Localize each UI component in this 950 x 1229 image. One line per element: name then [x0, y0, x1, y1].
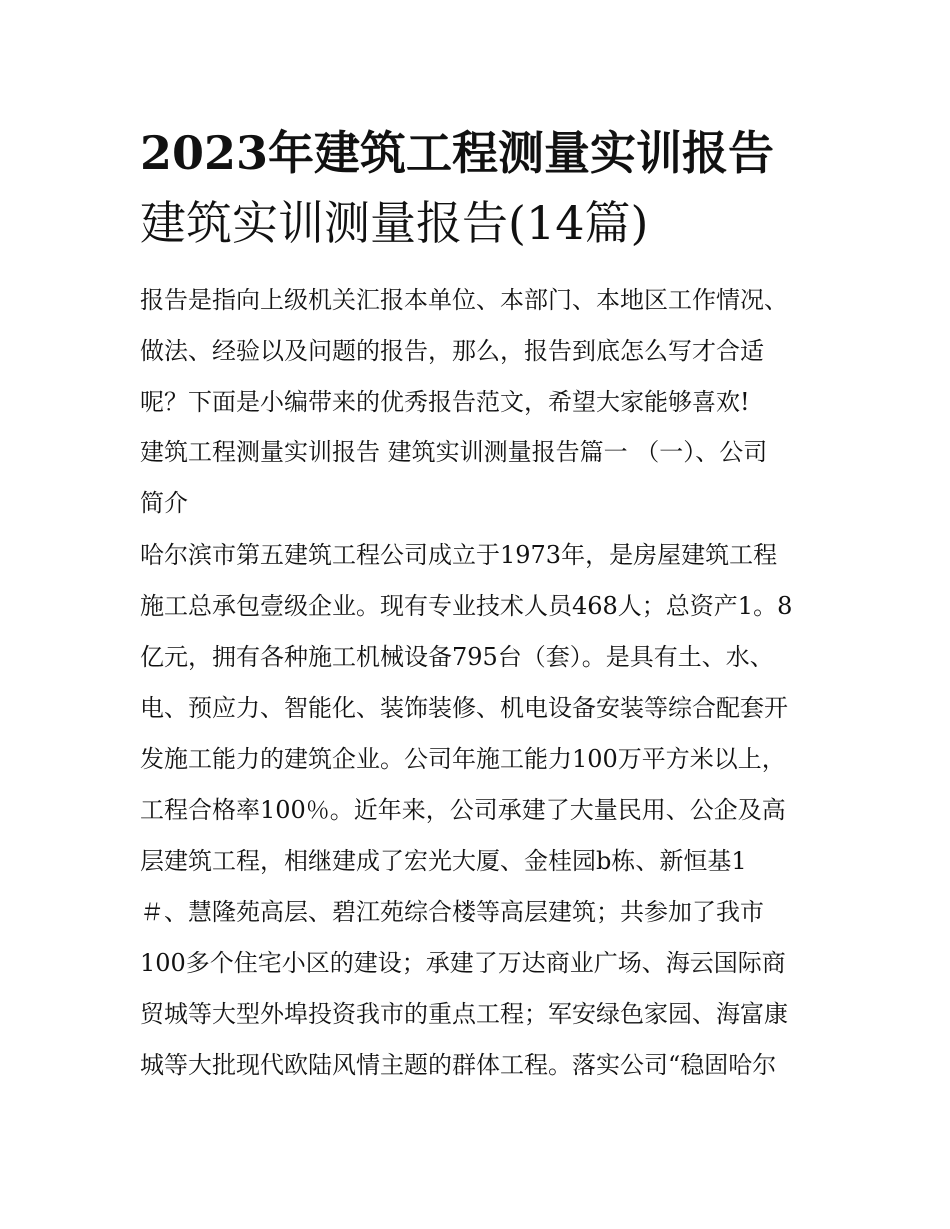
- section-heading: [140, 427, 820, 529]
- text-line: 施工总承包壹级企业。现有专业技术人员468人；总资产1。8: [140, 592, 793, 620]
- text-line: 简介: [140, 489, 188, 517]
- text-line: 100多个住宅小区的建设；承建了万达商业广场、海云国际商: [140, 949, 786, 977]
- text-line: 发施工能力的建筑企业。公司年施工能力100万平方米以上，: [140, 745, 786, 773]
- intro-paragraph: [140, 275, 820, 428]
- text-line: 城等大批现代欧陆风情主题的群体工程。落实公司“稳固哈尔: [140, 1051, 777, 1079]
- text-line: 贸城等大型外埠投资我市的重点工程；军安绿色家园、海富康: [140, 1000, 788, 1028]
- text-line: 电、预应力、智能化、装饰装修、机电设备安装等综合配套开: [140, 694, 788, 722]
- title-line: 建筑实训测量报告(14篇): [140, 196, 649, 250]
- text-line: 报告是指向上级机关汇报本单位、本部门、本地区工作情况、: [140, 286, 788, 314]
- company-paragraph: [140, 530, 820, 1091]
- text-line: ＃、慧隆苑高层、碧江苑综合楼等高层建筑；共参加了我市: [140, 898, 764, 926]
- text-line: 做法、经验以及问题的报告，那么，报告到底怎么写才合适: [140, 337, 764, 365]
- text-line: 建筑工程测量实训报告 建筑实训测量报告篇一 （一）、公司: [140, 438, 768, 466]
- text-line: 工程合格率100％。近年来，公司承建了大量民用、公企及高: [140, 796, 786, 824]
- text-line: 哈尔滨市第五建筑工程公司成立于1973年，是房屋建筑工程: [140, 541, 778, 569]
- text-line: 层建筑工程，相继建成了宏光大厦、金桂园b栋、新恒基1: [140, 847, 747, 875]
- title-line: 2023年建筑工程测量实训报告: [140, 126, 775, 180]
- text-line: 呢？下面是小编带来的优秀报告范文，希望大家能够喜欢!: [140, 388, 750, 416]
- text-line: 亿元，拥有各种施工机械设备795台（套）。是具有土、水、: [140, 643, 774, 671]
- document-title: [140, 118, 840, 258]
